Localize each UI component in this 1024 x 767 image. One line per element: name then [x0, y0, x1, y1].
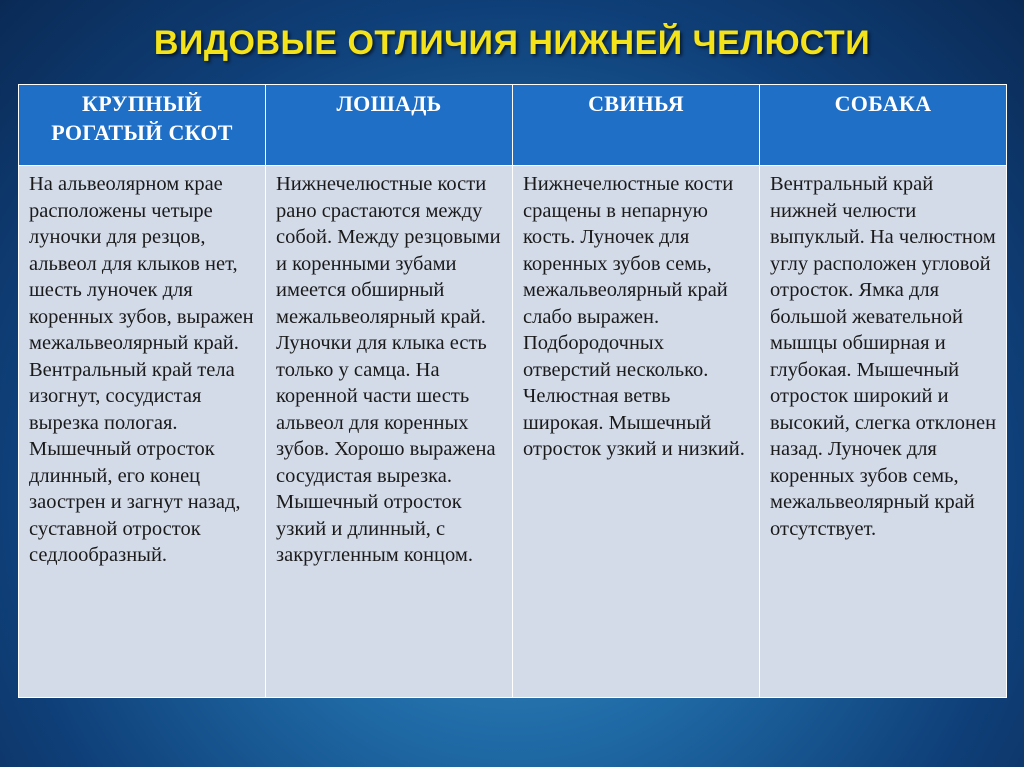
- cell-horse-text: Нижнечелюстные кости рано срастаются между собой. Между резцовыми и коренными зубами имеется обширный межальвеолярный край. Луночки для клыка есть только у самца. На коренной части шесть альвеол для коренных зубов. Хорошо выражена сосудистая вырезка. Мышечный отросток узкий и длинный, с закругленным концом.: [276, 173, 501, 566]
- cell-dog: [760, 166, 1007, 698]
- cell-cattle-text: На альвеолярном крае расположены четыре луночки для резцов, альвеол для клыков нет, шесть луночек для коренных зубов, выражен межальвеолярный край. Вентральный край тела изогнут, сосудистая вырезка пологая. Мышечный отросток длинный, его конец заострен и загнут назад, суставной отросток седлообразный.: [29, 173, 254, 566]
- comparison-table: [18, 84, 1007, 698]
- cell-dog-text: Вентральный край нижней челюсти выпуклый. На челюстном углу расположен угловой отросток. Ямка для большой жевательной мышцы обширная и глубокая. Мышечный отросток широкий и высокий, слегка отклонен назад. Луночек для коренных зубов семь, межальвеолярный край отсутствует.: [770, 173, 997, 540]
- cell-cattle: [19, 166, 266, 698]
- cell-horse: [266, 166, 513, 698]
- header-pig: СВИНЬЯ: [513, 85, 760, 166]
- cell-pig-text: Нижнечелюстные кости сращены в непарную кость. Луночек для коренных зубов семь, межальвеолярный край слабо выражен. Подбородочных отверстий несколько. Челюстная ветвь широкая. Мышечный отросток узкий и низкий.: [523, 173, 745, 460]
- table-header-row: [19, 85, 1007, 166]
- header-horse: ЛОШАДЬ: [266, 85, 513, 166]
- page-title: ВИДОВЫЕ ОТЛИЧИЯ НИЖНЕЙ ЧЕЛЮСТИ: [153, 24, 871, 62]
- header-dog: СОБАКА: [760, 85, 1007, 166]
- header-cattle: КРУПНЫЙ РОГАТЫЙ СКОТ: [19, 85, 266, 166]
- table-row: [19, 166, 1007, 698]
- cell-pig: [513, 166, 760, 698]
